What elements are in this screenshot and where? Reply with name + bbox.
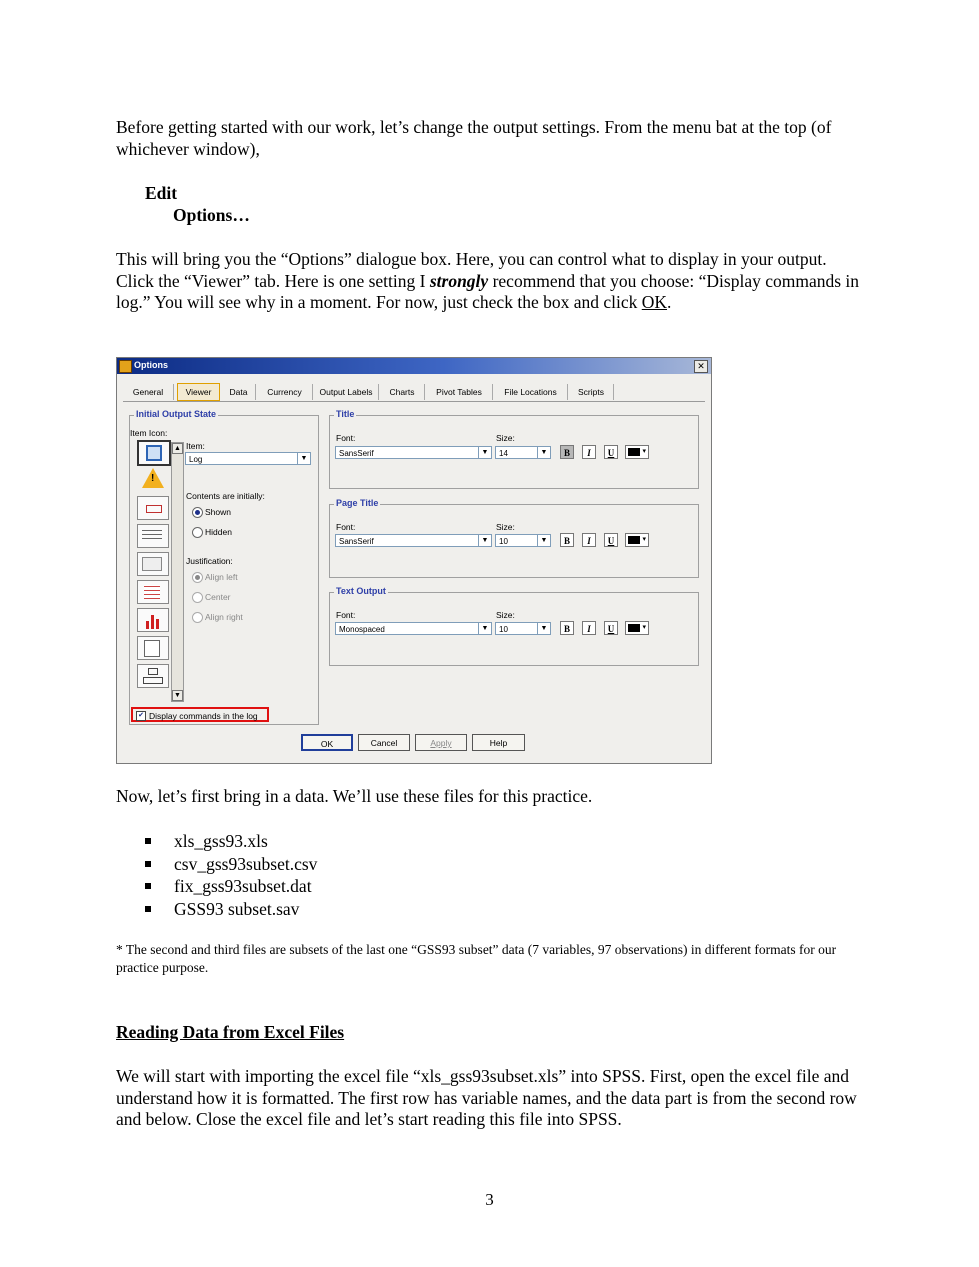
tab-file-locations[interactable]: File Locations: [494, 384, 568, 400]
data-intro-paragraph: Now, let’s first bring in a data. We’ll use these files for this practice.: [116, 786, 593, 806]
display-commands-highlight: [131, 707, 269, 722]
page-title-group-title: Page Title: [336, 498, 379, 508]
hidden-radio[interactable]: [192, 527, 203, 538]
title-group-title: Title: [336, 409, 355, 419]
tab-panel-divider: [123, 401, 705, 402]
tab-charts[interactable]: Charts: [380, 384, 425, 400]
scroll-down-icon[interactable]: ▼: [172, 690, 183, 701]
text-output-color-button[interactable]: [625, 621, 649, 635]
text-output-underline-button[interactable]: U: [604, 621, 618, 635]
page-title-underline-button[interactable]: U: [604, 533, 618, 547]
options-text-2: recommend that you choose: “Display commands in log.” You will see why in a moment. For now, just check the box and click: [116, 270, 860, 312]
title-font-value: SansSerif: [339, 449, 374, 458]
page-title-size-select[interactable]: [495, 534, 551, 547]
page-title-font-select[interactable]: [335, 534, 492, 547]
table-icon[interactable]: [137, 496, 169, 520]
chevron-down-icon[interactable]: ▼: [537, 535, 550, 546]
page-title-italic-button[interactable]: I: [582, 533, 596, 547]
menu-edit: Edit: [145, 183, 178, 203]
warning-icon[interactable]: !: [137, 468, 167, 490]
item-label: Item:: [186, 441, 205, 451]
page-title-size-value: 10: [499, 537, 508, 546]
list-item: GSS93 subset.sav: [145, 898, 317, 921]
list-item: xls_gss93.xls: [145, 830, 317, 853]
ok-link-text: OK: [641, 292, 668, 312]
scroll-up-icon[interactable]: ▲: [172, 443, 183, 454]
dialog-titlebar: [117, 358, 711, 374]
align-left-radio[interactable]: [192, 572, 203, 583]
item-icon-list[interactable]: [135, 440, 171, 700]
chevron-down-icon: ▾: [642, 536, 646, 543]
align-right-label: Align right: [205, 612, 243, 622]
text-output-font-select[interactable]: [335, 622, 492, 635]
text-output-font-label: Font:: [336, 610, 356, 620]
title-color-button[interactable]: [625, 445, 649, 459]
excel-paragraph: We will start with importing the excel file “xls_gss93subset.xls” into SPSS. First, open the excel file and understand how it is formatted. The first row has variable names, and the data part is from the second row and below. Close the excel file and let’s start reading this file into SPSS.: [116, 1066, 857, 1129]
title-size-value: 14: [499, 449, 508, 458]
center-label: Center: [205, 592, 231, 602]
display-commands-checkbox[interactable]: ✔: [136, 711, 146, 721]
center-radio[interactable]: [192, 592, 203, 603]
title-bold-button[interactable]: B: [560, 445, 574, 459]
tab-data[interactable]: Data: [222, 384, 256, 400]
list-item: csv_gss93subset.csv: [145, 853, 317, 876]
title-font-label: Font:: [336, 433, 356, 443]
intro-paragraph: Before getting started with our work, let’s change the output settings. From the menu bat at the top (of whichever window),: [116, 117, 832, 159]
page-title-font-value: SansSerif: [339, 537, 374, 546]
tab-pivot-tables[interactable]: Pivot Tables: [426, 384, 493, 400]
section-heading: Reading Data from Excel Files: [116, 1022, 345, 1042]
contents-label: Contents are initially:: [186, 491, 265, 501]
icon-scrollbar[interactable]: [171, 442, 184, 702]
color-swatch: [628, 624, 640, 632]
page-number: 3: [485, 1190, 494, 1209]
tab-output-labels[interactable]: Output Labels: [314, 384, 379, 400]
item-select-value: Log: [189, 455, 203, 464]
color-swatch: [628, 448, 640, 456]
chevron-down-icon[interactable]: ▼: [537, 623, 550, 634]
radio-selected-dot: [195, 575, 200, 580]
text-output-bold-button[interactable]: B: [560, 621, 574, 635]
color-swatch: [628, 536, 640, 544]
help-button[interactable]: Help: [472, 734, 525, 751]
initial-output-state-title: Initial Output State: [136, 409, 216, 419]
page-title-font-label: Font:: [336, 522, 356, 532]
title-size-select[interactable]: [495, 446, 551, 459]
shown-radio[interactable]: [192, 507, 203, 518]
book-icon[interactable]: [137, 440, 171, 466]
chevron-down-icon[interactable]: ▼: [478, 535, 491, 546]
chevron-down-icon[interactable]: ▼: [478, 623, 491, 634]
shown-label: Shown: [205, 507, 231, 517]
file-list: [145, 830, 317, 920]
text-output-size-value: 10: [499, 625, 508, 634]
item-icon-label: Item Icon:: [130, 428, 168, 438]
options-text-1: This will bring you the “Options” dialogue box. Here, you can control what to display in your output. Click the “Viewer” tab. Here is one setting I: [116, 249, 827, 291]
pivot-icon[interactable]: [137, 580, 169, 604]
title-italic-button[interactable]: I: [582, 445, 596, 459]
hidden-label: Hidden: [205, 527, 232, 537]
text-icon[interactable]: [137, 524, 169, 548]
footnote: * The second and third files are subsets of the last one “GSS93 subset” data (7 variables, 97 observations) in different formats for our practice purpose.: [116, 942, 837, 975]
options-paragraph: [116, 249, 866, 314]
close-icon[interactable]: ✕: [694, 360, 708, 373]
cancel-button[interactable]: Cancel: [358, 734, 410, 751]
chevron-down-icon[interactable]: ▼: [537, 447, 550, 458]
tree-icon[interactable]: [137, 664, 169, 688]
title-size-label: Size:: [496, 433, 515, 443]
dialog-title: Options: [134, 360, 168, 370]
page-title-size-label: Size:: [496, 522, 515, 532]
item-select[interactable]: [185, 452, 311, 465]
notes-icon[interactable]: [137, 552, 169, 576]
page-icon[interactable]: [137, 636, 169, 660]
text-output-italic-button[interactable]: I: [582, 621, 596, 635]
title-underline-button[interactable]: U: [604, 445, 618, 459]
chevron-down-icon[interactable]: ▼: [297, 453, 310, 464]
list-item: fix_gss93subset.dat: [145, 875, 317, 898]
align-left-label: Align left: [205, 572, 238, 582]
tab-general[interactable]: General: [123, 384, 174, 400]
tab-currency[interactable]: Currency: [257, 384, 313, 400]
text-output-group-title: Text Output: [336, 586, 386, 596]
options-dialog: [116, 357, 712, 764]
align-right-radio[interactable]: [192, 612, 203, 623]
justification-label: Justification:: [186, 556, 233, 566]
chevron-down-icon[interactable]: ▼: [478, 447, 491, 458]
options-emphasis: strongly: [429, 270, 489, 291]
apply-button[interactable]: Apply: [415, 734, 467, 751]
title-font-select[interactable]: [335, 446, 492, 459]
page-title-color-button[interactable]: [625, 533, 649, 547]
display-commands-label: Display commands in the log: [149, 711, 258, 721]
radio-selected-dot: [195, 510, 200, 515]
ok-button[interactable]: OK: [301, 734, 353, 751]
chevron-down-icon: ▾: [642, 624, 646, 631]
text-output-size-select[interactable]: [495, 622, 551, 635]
text-output-size-label: Size:: [496, 610, 515, 620]
text-output-font-value: Monospaced: [339, 625, 385, 634]
chart-icon[interactable]: [137, 608, 169, 632]
chevron-down-icon: ▾: [642, 448, 646, 455]
app-icon: [119, 360, 132, 373]
tab-viewer[interactable]: Viewer: [177, 383, 220, 401]
menu-options: Options…: [173, 205, 250, 225]
tab-scripts[interactable]: Scripts: [569, 384, 614, 400]
page-title-bold-button[interactable]: B: [560, 533, 574, 547]
options-text-end: .: [667, 292, 672, 312]
